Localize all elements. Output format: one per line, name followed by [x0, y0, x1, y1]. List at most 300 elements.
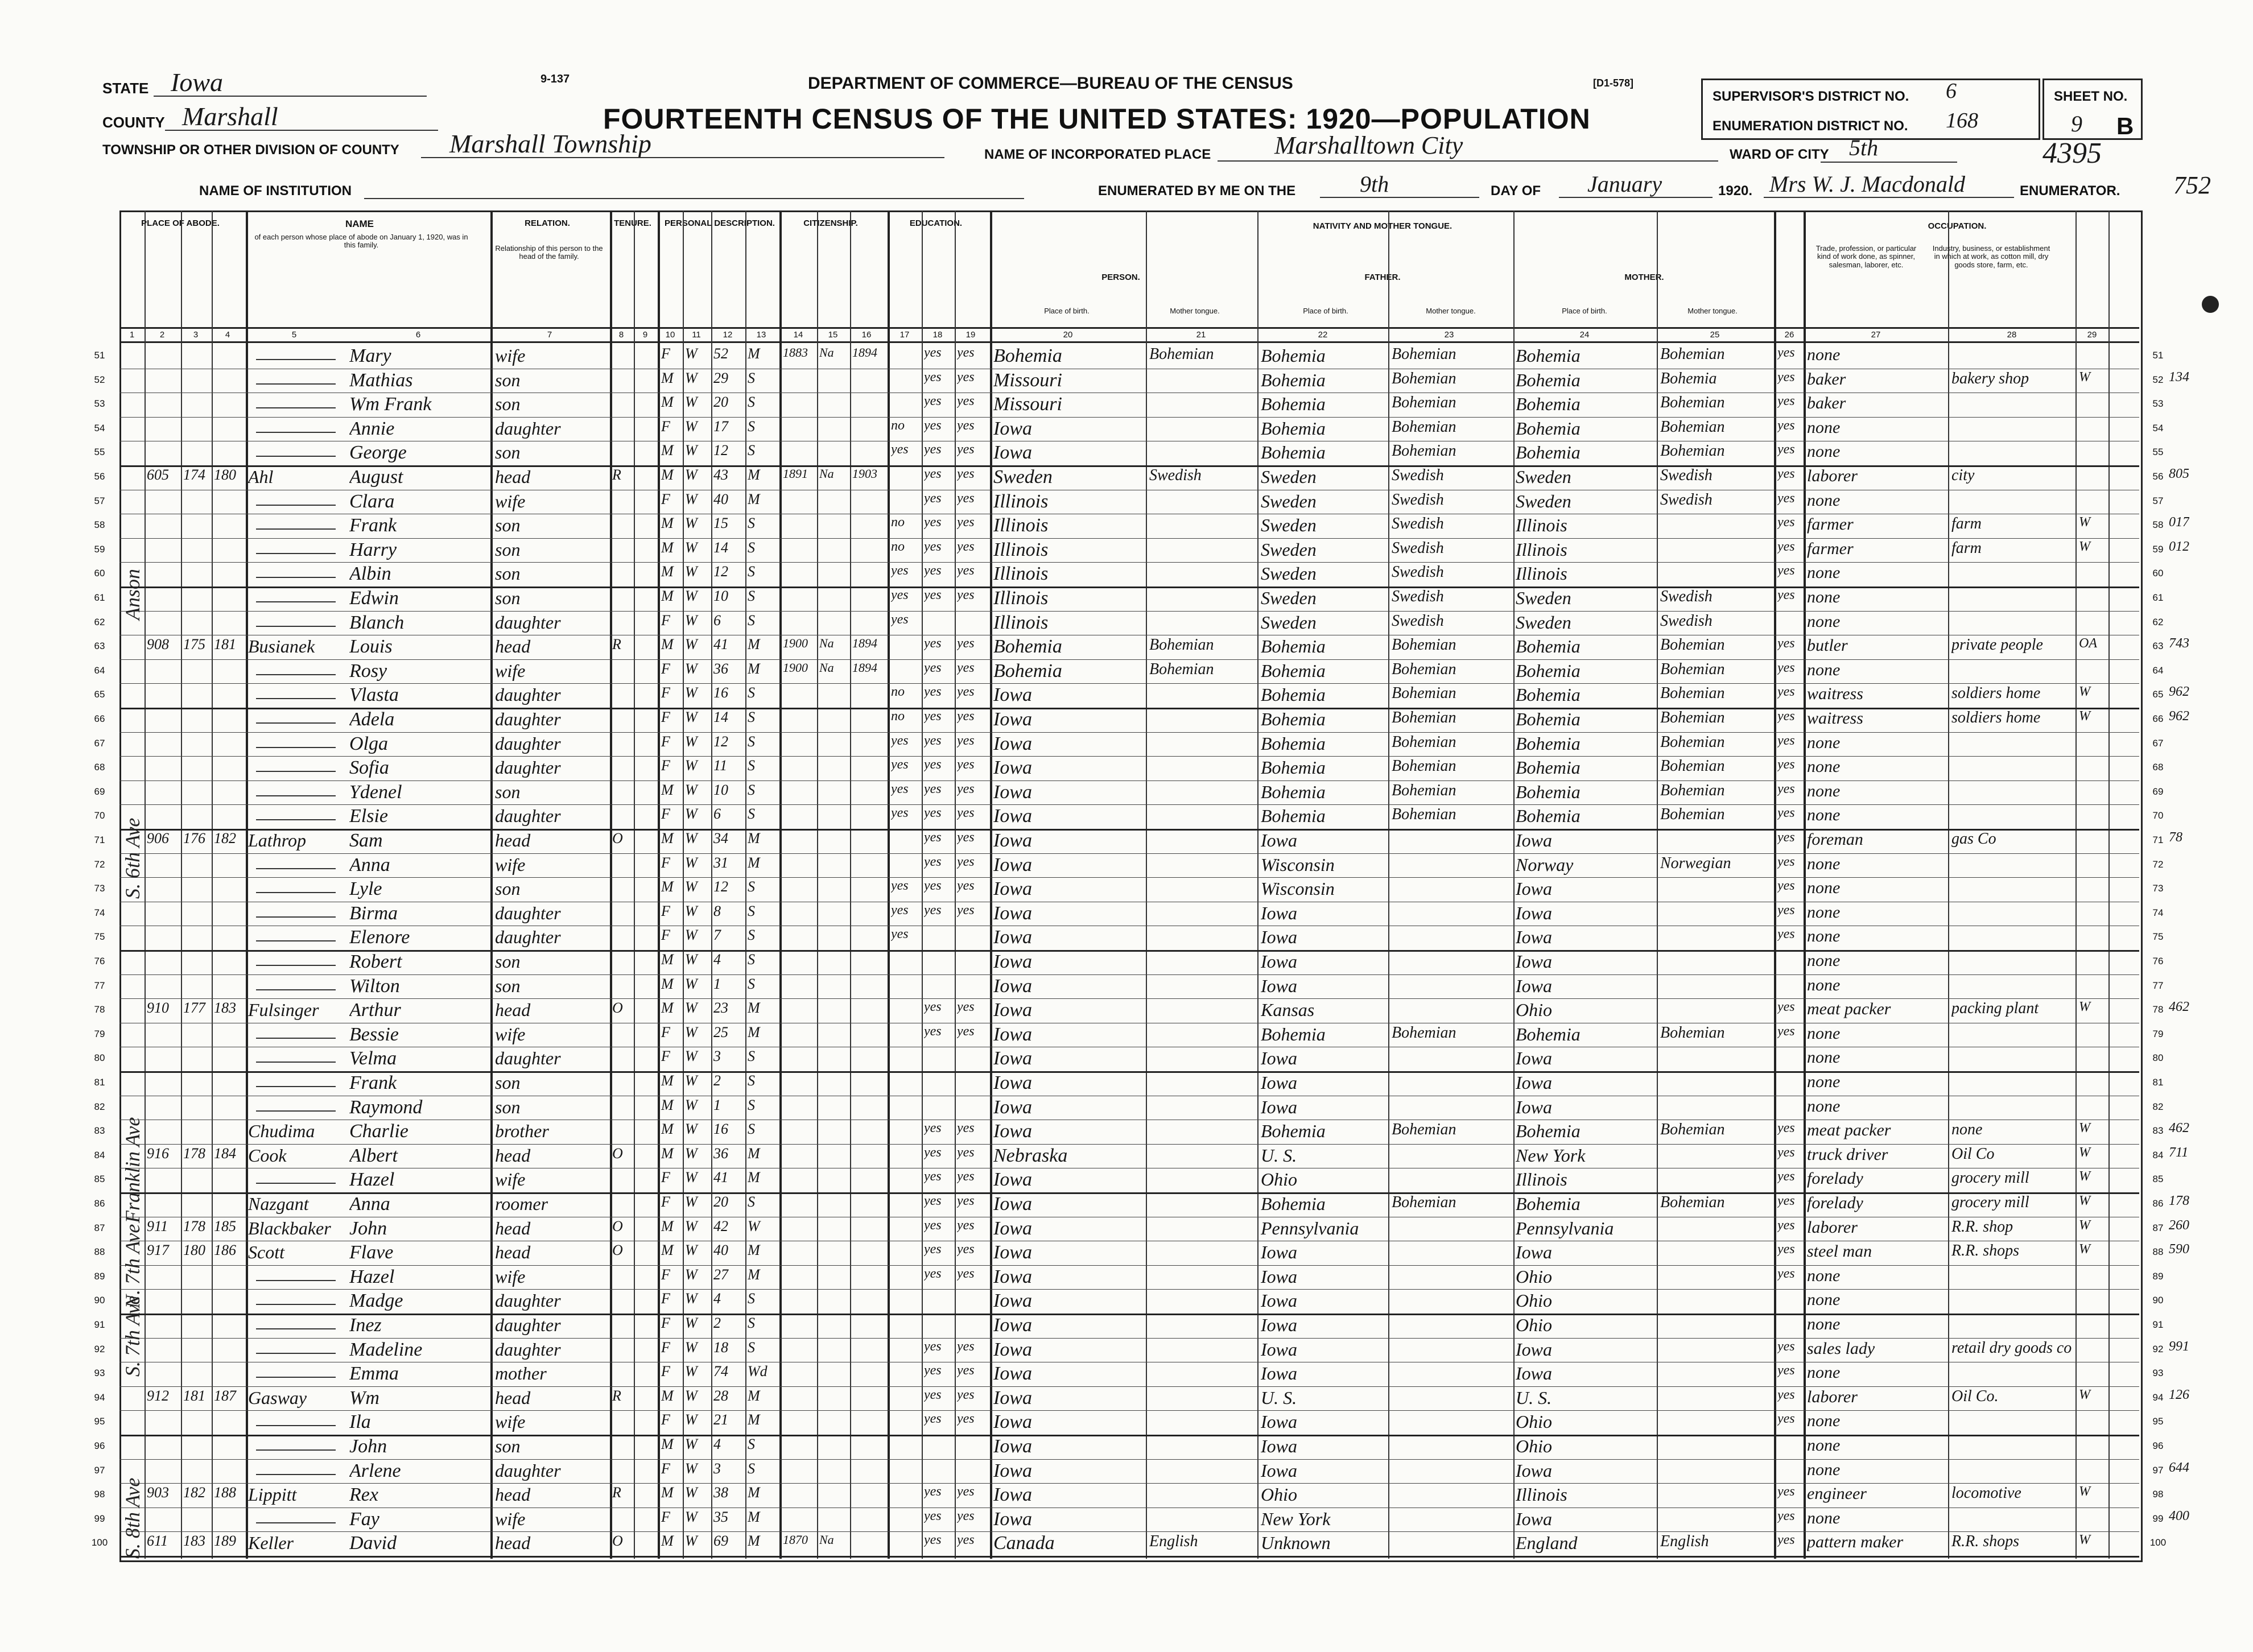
- cell-mpob: Iowa: [1516, 1096, 1552, 1117]
- cell-eng: yes: [1777, 1484, 1795, 1500]
- cell-natyr: 1894: [852, 636, 877, 651]
- cell-write: yes: [957, 733, 975, 748]
- cell-house: 906: [147, 830, 169, 846]
- cell-age: 16: [713, 1121, 728, 1138]
- cell-eng: yes: [1777, 902, 1795, 918]
- cell-mar: S: [748, 733, 755, 750]
- cell-trade: none: [1807, 1460, 1841, 1479]
- cell-pob: Bohemia: [993, 345, 1062, 366]
- cell-sex: M: [661, 515, 674, 532]
- cell-write: yes: [957, 854, 975, 869]
- cell-emp: W: [2079, 1533, 2090, 1548]
- row-number-left: 76: [94, 956, 105, 967]
- cell-trade: none: [1807, 1411, 1841, 1431]
- cell-read: yes: [924, 781, 942, 796]
- township-label: TOWNSHIP OR OTHER DIVISION OF COUNTY: [102, 142, 399, 158]
- column-number: 25: [1710, 330, 1720, 340]
- cell-given: Flave: [349, 1242, 394, 1263]
- margin-code: 178: [2169, 1193, 2189, 1208]
- cell-age: 15: [713, 515, 728, 532]
- father-pob-head: Place of birth.: [1303, 307, 1348, 315]
- cell-write: yes: [957, 1193, 975, 1208]
- cell-fam: 180: [214, 466, 236, 483]
- cell-surname: Keller: [248, 1533, 294, 1554]
- row-rule: [119, 877, 2139, 878]
- cell-mar: S: [748, 757, 755, 774]
- row-number-left: 100: [91, 1537, 108, 1548]
- cell-industry: R.R. shop: [1951, 1217, 2013, 1236]
- row-number-right: 68: [2152, 762, 2164, 773]
- cell-ftongue: Bohemian: [1392, 1023, 1456, 1042]
- group-place-of-abode: PLACE OF ABODE.: [141, 218, 220, 228]
- row-number-right: 60: [2152, 568, 2164, 579]
- cell-industry: farm: [1951, 539, 1982, 557]
- row-number-left: 66: [94, 713, 105, 724]
- cell-house: 903: [147, 1484, 169, 1501]
- row-number-left: 81: [94, 1077, 105, 1088]
- cell-trade: laborer: [1807, 1217, 1858, 1237]
- row-rule: [119, 998, 2139, 999]
- margin-code: 590: [2169, 1242, 2189, 1257]
- cell-race: W: [685, 490, 698, 507]
- cell-sex: F: [661, 1169, 670, 1186]
- group-tenure: TENURE.: [614, 218, 651, 228]
- cell-sch: no: [891, 709, 905, 724]
- column-rule: [1804, 210, 1806, 1559]
- column-number: 16: [861, 330, 872, 340]
- cell-mpob: Bohemia: [1516, 418, 1581, 439]
- column-number: 19: [965, 330, 976, 340]
- cell-read: yes: [924, 442, 942, 457]
- row-number-right: 67: [2152, 737, 2164, 749]
- cell-mpob: Iowa: [1516, 927, 1552, 948]
- cell-emp: W: [2079, 1121, 2090, 1136]
- row-rule: [119, 1556, 2139, 1558]
- cell-fpob: Bohemia: [1261, 660, 1326, 681]
- cell-rel: head: [495, 636, 531, 657]
- cell-emp: W: [2079, 1217, 2090, 1233]
- cell-race: W: [685, 1290, 698, 1307]
- cell-write: yes: [957, 1533, 975, 1548]
- column-number: 21: [1196, 330, 1206, 340]
- cell-age: 11: [713, 757, 728, 774]
- cell-age: 12: [713, 878, 728, 895]
- cell-ftongue: Swedish: [1392, 515, 1444, 533]
- enumerated-label: ENUMERATED BY ME ON THE: [1098, 183, 1296, 199]
- cell-age: 40: [713, 1242, 728, 1259]
- cell-given: David: [349, 1533, 397, 1554]
- cell-sex: F: [661, 1290, 670, 1307]
- cell-read: yes: [924, 902, 942, 918]
- cell-nat: Na: [819, 1533, 834, 1547]
- cell-mpob: Illinois: [1516, 1169, 1567, 1190]
- column-rule: [1513, 210, 1515, 1559]
- row-number-left: 73: [94, 883, 105, 894]
- cell-sex: M: [661, 1484, 674, 1501]
- cell-house: 611: [147, 1533, 168, 1550]
- cell-tongue: English: [1149, 1533, 1198, 1551]
- cell-write: yes: [957, 660, 975, 675]
- cell-eng: yes: [1777, 1145, 1795, 1160]
- cell-race: W: [685, 1339, 698, 1356]
- cell-pob: Canada: [993, 1533, 1055, 1554]
- cell-sex: F: [661, 927, 670, 944]
- cell-pob: Iowa: [993, 1169, 1032, 1191]
- cell-race: W: [685, 1363, 698, 1380]
- cell-mpob: Iowa: [1516, 1508, 1552, 1529]
- form-id: 9-137: [540, 73, 570, 85]
- cell-sex: M: [661, 588, 674, 604]
- cell-age: 35: [713, 1508, 728, 1525]
- cell-surname: Nazgant: [248, 1193, 309, 1214]
- column-rule: [2075, 210, 2077, 1559]
- cell-mpob: Bohemia: [1516, 636, 1581, 657]
- cell-read: yes: [924, 806, 942, 821]
- cell-given: Albin: [349, 563, 391, 585]
- cell-industry: Oil Co.: [1951, 1387, 1999, 1405]
- cell-emp: W: [2079, 684, 2090, 700]
- row-number-right: 71: [2152, 835, 2164, 845]
- cell-mtongue: Swedish: [1660, 490, 1713, 509]
- cell-mar: S: [748, 684, 755, 701]
- cell-dw: 178: [183, 1145, 205, 1162]
- cell-mar: S: [748, 418, 755, 435]
- cell-surname: Gasway: [248, 1387, 307, 1408]
- column-number: 28: [2007, 330, 2017, 340]
- cell-mpob: Bohemia: [1516, 1193, 1581, 1214]
- ditto-mark: [256, 722, 336, 724]
- cell-sch: yes: [891, 878, 909, 894]
- margin-code: 126: [2169, 1387, 2189, 1402]
- ditto-mark: [256, 1062, 336, 1063]
- cell-sex: F: [661, 1048, 670, 1065]
- column-rule: [145, 210, 146, 1559]
- cell-mpob: Iowa: [1516, 975, 1552, 996]
- column-number: 12: [723, 330, 733, 340]
- row-number-right: 82: [2152, 1101, 2164, 1112]
- cell-mpob: Ohio: [1516, 1411, 1552, 1432]
- row-number-left: 93: [94, 1368, 105, 1379]
- cell-age: 4: [713, 1290, 721, 1307]
- cell-read: yes: [924, 1242, 942, 1257]
- cell-race: W: [685, 1484, 698, 1501]
- cell-given: Vlasta: [349, 684, 399, 706]
- cell-sex: M: [661, 781, 674, 798]
- cell-age: 12: [713, 442, 728, 459]
- cell-write: yes: [957, 1484, 975, 1500]
- cell-age: 36: [713, 1145, 728, 1162]
- cell-race: W: [685, 757, 698, 774]
- cell-pob: Nebraska: [993, 1145, 1068, 1166]
- group-nativity: NATIVITY AND MOTHER TONGUE.: [1313, 221, 1453, 231]
- column-number: 1: [129, 330, 135, 340]
- cell-age: 17: [713, 418, 728, 435]
- cell-given: Mathias: [349, 369, 413, 391]
- cell-age: 18: [713, 1339, 728, 1356]
- cell-rel: mother: [495, 1363, 547, 1384]
- cell-trade: engineer: [1807, 1484, 1867, 1504]
- cell-eng: yes: [1777, 757, 1795, 773]
- cell-age: 34: [713, 830, 728, 846]
- cell-sex: F: [661, 902, 670, 919]
- cell-ftongue: Bohemian: [1392, 636, 1456, 654]
- cell-fpob: U. S.: [1261, 1387, 1297, 1408]
- cell-given: Anna: [349, 854, 390, 875]
- cell-given: Edwin: [349, 588, 399, 609]
- cell-dw: 182: [183, 1484, 205, 1501]
- cell-read: yes: [924, 588, 942, 602]
- cell-write: yes: [957, 588, 975, 602]
- cell-industry: private people: [1951, 636, 2043, 654]
- group-person: PERSON.: [1101, 272, 1140, 282]
- row-number-left: 62: [94, 616, 105, 627]
- ditto-mark: [256, 965, 336, 966]
- cell-read: yes: [924, 394, 942, 409]
- row-number-left: 61: [94, 592, 105, 603]
- row-number-left: 85: [94, 1174, 105, 1185]
- cell-rel: son: [495, 1436, 521, 1456]
- row-number-left: 53: [94, 398, 105, 410]
- cell-trade: farmer: [1807, 539, 1854, 558]
- row-number-right: 81: [2152, 1077, 2164, 1088]
- cell-sex: M: [661, 394, 674, 411]
- cell-mpob: Pennsylvania: [1516, 1217, 1614, 1238]
- street-margin-note: N. 7th Ave: [121, 1224, 144, 1308]
- cell-rel: son: [495, 515, 521, 536]
- ditto-mark: [256, 747, 336, 748]
- cell-trade: none: [1807, 951, 1841, 970]
- row-number-right: 84: [2152, 1149, 2164, 1160]
- row-number-right: 99: [2152, 1513, 2164, 1524]
- cell-mar: M: [748, 1533, 760, 1550]
- cell-rel: son: [495, 394, 521, 415]
- cell-rel: head: [495, 466, 531, 487]
- cell-trade: none: [1807, 733, 1841, 752]
- cell-emp: W: [2079, 1169, 2090, 1184]
- cell-industry: gas Co: [1951, 830, 1996, 848]
- cell-eng: yes: [1777, 1508, 1795, 1523]
- cell-sex: F: [661, 806, 670, 823]
- cell-mar: S: [748, 1048, 755, 1065]
- cell-rel: wife: [495, 1508, 526, 1529]
- cell-trade: none: [1807, 1508, 1841, 1527]
- cell-mtongue: Bohemian: [1660, 733, 1725, 751]
- cell-age: 29: [713, 369, 728, 386]
- cell-given: Ydenel: [349, 781, 402, 803]
- cell-surname: Scott: [248, 1242, 284, 1263]
- cell-mtongue: Bohemian: [1660, 1193, 1725, 1211]
- cell-pob: Iowa: [993, 1000, 1032, 1021]
- cell-pob: Missouri: [993, 369, 1062, 391]
- row-number-left: 70: [94, 810, 105, 821]
- row-number-left: 96: [94, 1440, 105, 1451]
- cell-age: 1: [713, 1096, 721, 1113]
- ditto-mark: [256, 1474, 336, 1475]
- cell-emp: W: [2079, 1000, 2090, 1015]
- cell-mtongue: Swedish: [1660, 466, 1713, 484]
- row-number-right: 65: [2152, 689, 2164, 700]
- cell-pob: Illinois: [993, 515, 1049, 536]
- cell-ftongue: Bohemian: [1392, 806, 1456, 824]
- cell-surname: Cook: [248, 1145, 287, 1166]
- cell-mtongue: Bohemian: [1660, 394, 1725, 412]
- cell-mpob: Bohemia: [1516, 806, 1581, 827]
- cell-rel: daughter: [495, 612, 561, 633]
- ditto-mark: [256, 626, 336, 627]
- cell-fpob: Bohemia: [1261, 1023, 1326, 1044]
- cell-given: August: [349, 466, 403, 488]
- ditto-mark: [256, 1086, 336, 1087]
- cell-dw: 180: [183, 1242, 205, 1259]
- cell-mpob: Norway: [1516, 854, 1574, 875]
- cell-mar: S: [748, 539, 755, 556]
- cell-ftongue: Swedish: [1392, 563, 1444, 581]
- cell-industry: packing plant: [1951, 1000, 2039, 1018]
- cell-given: Anna: [349, 1193, 390, 1215]
- cell-industry: locomotive: [1951, 1484, 2021, 1502]
- cell-mar: M: [748, 830, 760, 846]
- cell-given: Birma: [349, 902, 398, 924]
- cell-given: Frank: [349, 515, 397, 536]
- cell-mpob: Sweden: [1516, 612, 1571, 633]
- cell-trade: none: [1807, 1363, 1841, 1382]
- row-number-right: 51: [2152, 350, 2164, 361]
- row-number-left: 64: [94, 664, 105, 676]
- cell-eng: yes: [1777, 588, 1795, 602]
- cell-fpob: Iowa: [1261, 1411, 1297, 1432]
- cell-write: yes: [957, 1242, 975, 1257]
- cell-trade: none: [1807, 1048, 1841, 1067]
- cell-given: Clara: [349, 490, 395, 512]
- cell-write: yes: [957, 757, 975, 773]
- row-number-left: 77: [94, 980, 105, 991]
- cell-sex: M: [661, 975, 674, 992]
- cell-rel: brother: [495, 1121, 549, 1142]
- cell-industry: soldiers home: [1951, 684, 2041, 703]
- cell-given: Sam: [349, 830, 383, 851]
- cell-fpob: Iowa: [1261, 927, 1297, 948]
- cell-race: W: [685, 539, 698, 556]
- cell-read: yes: [924, 1533, 942, 1548]
- cell-fam: 187: [214, 1387, 236, 1404]
- cell-trade: pattern maker: [1807, 1533, 1904, 1552]
- cell-natyr: 1894: [852, 345, 877, 360]
- column-number: 2: [159, 330, 165, 340]
- cell-pob: Illinois: [993, 588, 1049, 609]
- cell-mpob: Sweden: [1516, 466, 1571, 487]
- group-personal: PERSONAL DESCRIPTION.: [665, 218, 775, 228]
- cell-eng: yes: [1777, 1023, 1795, 1039]
- cell-emp: W: [2079, 539, 2090, 554]
- cell-fpob: Ohio: [1261, 1169, 1297, 1190]
- cell-fpob: Sweden: [1261, 539, 1317, 560]
- cell-write: yes: [957, 1508, 975, 1523]
- cell-age: 23: [713, 1000, 728, 1017]
- cell-race: W: [685, 1145, 698, 1162]
- cell-rel: wife: [495, 854, 526, 875]
- cell-write: yes: [957, 563, 975, 579]
- cell-age: 8: [713, 902, 721, 919]
- cell-dw: 174: [183, 466, 205, 483]
- cell-mar: M: [748, 1508, 760, 1525]
- cell-rel: wife: [495, 1023, 526, 1044]
- cell-mpob: Sweden: [1516, 490, 1571, 511]
- cell-read: yes: [924, 709, 942, 724]
- ditto-mark: [256, 1522, 336, 1523]
- ditto-mark: [256, 601, 336, 602]
- cell-eng: yes: [1777, 345, 1795, 360]
- cell-industry: Oil Co: [1951, 1145, 1995, 1163]
- row-number-left: 60: [94, 568, 105, 579]
- row-number-left: 84: [94, 1149, 105, 1160]
- cell-race: W: [685, 709, 698, 725]
- cell-read: yes: [924, 660, 942, 675]
- cell-trade: none: [1807, 1096, 1841, 1116]
- cell-write: yes: [957, 1121, 975, 1136]
- cell-eng: yes: [1777, 1169, 1795, 1184]
- cell-sch: yes: [891, 806, 909, 821]
- margin-code: 017: [2169, 515, 2189, 530]
- cell-mar: S: [748, 442, 755, 459]
- cell-surname: Busianek: [248, 636, 315, 657]
- ditto-mark: [256, 1280, 336, 1281]
- cell-mar: M: [748, 1266, 760, 1283]
- cell-age: 41: [713, 1169, 728, 1186]
- cell-mpob: Bohemia: [1516, 442, 1581, 463]
- cell-surname: Fulsinger: [248, 1000, 319, 1021]
- cell-rel: daughter: [495, 757, 561, 778]
- cell-eng: yes: [1777, 1193, 1795, 1208]
- cell-write: yes: [957, 781, 975, 796]
- cell-eng: yes: [1777, 539, 1795, 554]
- cell-mpob: New York: [1516, 1145, 1586, 1166]
- column-number: 11: [692, 330, 701, 340]
- cell-race: W: [685, 394, 698, 411]
- cell-ftongue: Bohemian: [1392, 660, 1456, 678]
- cell-rel: daughter: [495, 927, 561, 948]
- cell-fpob: Bohemia: [1261, 442, 1326, 463]
- row-number-left: 92: [94, 1343, 105, 1354]
- cell-read: yes: [924, 515, 942, 530]
- cell-race: W: [685, 1121, 698, 1138]
- ditto-mark: [256, 432, 336, 433]
- column-number: 8: [618, 330, 624, 340]
- cell-given: Arthur: [349, 1000, 401, 1021]
- cell-given: Raymond: [349, 1096, 423, 1118]
- cell-sex: F: [661, 757, 670, 774]
- column-rule: [990, 210, 992, 1559]
- cell-eng: yes: [1777, 394, 1795, 409]
- cell-mtongue: English: [1660, 1533, 1709, 1551]
- column-number: 15: [828, 330, 838, 340]
- cell-tongue: Swedish: [1149, 466, 1202, 484]
- cell-read: yes: [924, 1339, 942, 1354]
- cell-pob: Iowa: [993, 1315, 1032, 1336]
- row-number-left: 59: [94, 543, 105, 555]
- row-number-left: 83: [94, 1125, 105, 1137]
- cell-sex: F: [661, 1266, 670, 1283]
- cell-given: Albert: [349, 1145, 398, 1166]
- cell-mpob: U. S.: [1516, 1387, 1552, 1408]
- cell-race: W: [685, 369, 698, 386]
- cell-imm: 1870: [783, 1533, 808, 1547]
- margin-code: 012: [2169, 539, 2189, 554]
- column-number: 7: [547, 330, 552, 340]
- cell-fam: 186: [214, 1242, 236, 1259]
- row-rule: [119, 1531, 2139, 1532]
- cell-dw: 175: [183, 636, 205, 653]
- cell-mar: M: [748, 1000, 760, 1017]
